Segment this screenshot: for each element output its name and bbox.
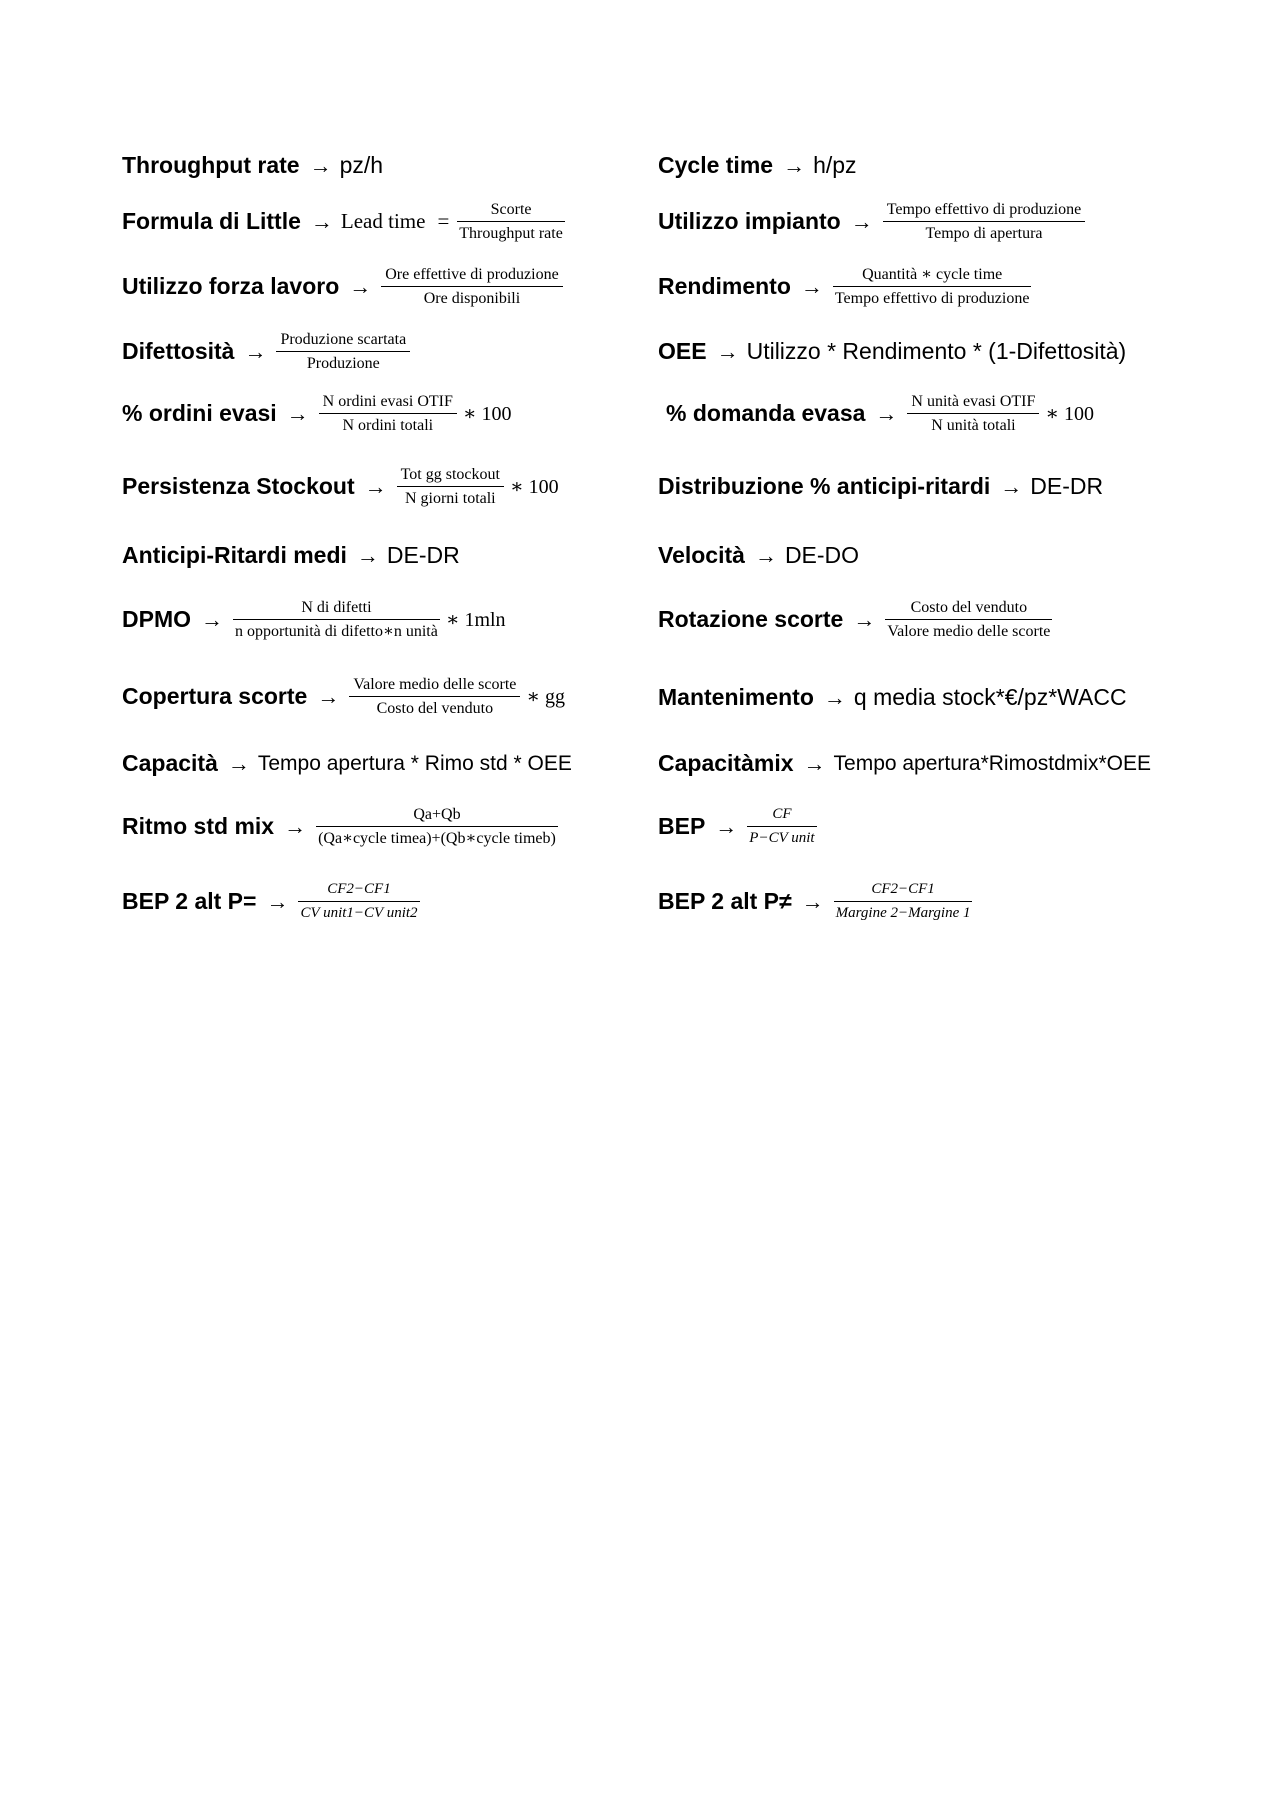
fraction [835, 265, 1030, 308]
formula-suffix: ∗ 100 [509, 476, 559, 498]
equals-sign: = [437, 209, 450, 233]
numerator: CF2−CF1 [834, 880, 973, 902]
formula-suffix: ∗ 1mln [445, 609, 506, 631]
numerator: Tot gg stockout [397, 465, 504, 487]
formula-utilizzo-forza-lavoro [122, 265, 565, 308]
formula-text: q media stock*€/pz*WACC [853, 684, 1127, 710]
formula-label: Cycle time [658, 152, 774, 178]
formula-text: pz/h [339, 152, 384, 178]
denominator: Margine 2−Margine 1 [835, 905, 971, 921]
fraction [235, 598, 438, 641]
formula-prefix: Lead time [340, 209, 426, 233]
arrow-icon: → [349, 273, 372, 299]
formula-label: Rotazione scorte [658, 606, 844, 632]
formula-throughput-rate [122, 152, 383, 179]
numerator: Scorte [457, 200, 565, 222]
denominator: n opportunità di difetto∗n unità [235, 623, 438, 640]
formula-text: DE-DO [784, 542, 860, 568]
arrow-icon: → [754, 542, 777, 568]
arrow-icon: → [201, 606, 223, 632]
fraction [318, 805, 556, 848]
formula-cycle-time [658, 152, 857, 179]
formula-text: h/pz [813, 152, 857, 178]
arrow-icon: → [875, 400, 898, 426]
fraction [278, 330, 408, 373]
numerator: N di difetti [233, 598, 440, 620]
arrow-icon: → [715, 813, 738, 839]
arrow-icon: → [364, 473, 387, 499]
arrow-icon: → [244, 338, 267, 364]
formula-rendimento [658, 265, 1033, 308]
numerator: Ore effettive di produzione [381, 265, 562, 287]
arrow-icon: → [823, 684, 846, 710]
denominator: N giorni totali [404, 490, 496, 507]
numerator: Tempo effettivo di produzione [883, 200, 1086, 222]
arrow-icon: → [286, 400, 309, 426]
arrow-icon: → [716, 338, 739, 364]
arrow-icon: → [227, 750, 250, 776]
fraction [887, 598, 1050, 641]
fraction [321, 392, 455, 435]
formula-oee [658, 338, 1126, 365]
denominator: N unità totali [931, 417, 1016, 434]
arrow-icon: → [356, 542, 379, 568]
formula-capacita [122, 750, 572, 777]
arrow-icon: → [284, 813, 307, 839]
numerator: Qa+Qb [316, 805, 558, 827]
denominator: Throughput rate [459, 225, 563, 242]
formula-label: DPMO [122, 606, 191, 632]
fraction [749, 805, 814, 848]
formula-suffix: ∗ 100 [462, 403, 512, 425]
formula-text: Tempo apertura * Rimo std * OEE [257, 751, 572, 775]
fraction [300, 880, 417, 923]
formula-label: OEE [658, 338, 707, 364]
denominator: CV unit1−CV unit2 [300, 905, 418, 921]
fraction [383, 265, 560, 308]
numerator: Quantità ∗ cycle time [833, 265, 1032, 287]
formula-ordini-evasi [122, 392, 515, 435]
formula-bep-2-alt-p-not-equal [658, 880, 974, 923]
formula-velocita [658, 542, 859, 569]
fraction [351, 675, 518, 718]
formula-label: Anticipi-Ritardi medi [122, 542, 347, 568]
formula-text: Utilizzo * Rendimento * (1-Difettosità) [746, 338, 1127, 364]
formula-label: Distribuzione % anticipi-ritardi [658, 473, 991, 499]
denominator: Costo del venduto [376, 700, 494, 717]
formula-bep [658, 805, 819, 848]
formula-text: DE-DR [1030, 473, 1104, 499]
numerator: Costo del venduto [885, 598, 1052, 620]
formula-label: % ordini evasi [122, 400, 277, 426]
denominator: Tempo di apertura [925, 225, 1043, 242]
arrow-icon: → [1000, 473, 1023, 499]
denominator: Produzione [306, 355, 380, 372]
formula-mantenimento [658, 684, 1127, 711]
arrow-icon: → [309, 152, 332, 178]
denominator: Tempo effettivo di produzione [834, 290, 1030, 307]
formula-label: Utilizzo forza lavoro [122, 273, 340, 299]
formula-utilizzo-impianto [658, 200, 1087, 243]
arrow-icon: → [800, 273, 823, 299]
formula-label: Capacitàmix [658, 750, 794, 776]
fraction [885, 200, 1084, 243]
fraction [459, 200, 563, 243]
formula-text: DE-DR [386, 542, 460, 568]
fraction [909, 392, 1037, 435]
formula-label: Throughput rate [122, 152, 300, 178]
formula-persistenza-stockout [122, 465, 563, 508]
numerator: CF [747, 805, 816, 827]
formula-suffix: ∗ 100 [1045, 403, 1094, 425]
formula-label: Mantenimento [658, 684, 814, 710]
denominator: (Qa∗cycle timea)+(Qb∗cycle timeb) [318, 830, 556, 847]
formula-difettosita [122, 330, 412, 373]
formula-label: Persistenza Stockout [122, 473, 355, 499]
formula-label: Rendimento [658, 273, 791, 299]
fraction [399, 465, 502, 508]
formula-label: Copertura scorte [122, 683, 308, 709]
formula-label: BEP 2 alt P≠ [658, 888, 792, 914]
formula-bep-2-alt-p-equal [122, 880, 422, 923]
formula-text: Tempo apertura*Rimostdmix*OEE [833, 751, 1151, 775]
formula-ritmo-std-mix [122, 805, 560, 848]
formula-label: Ritmo std mix [122, 813, 275, 839]
formula-label: Formula di Little [122, 208, 301, 234]
fraction [836, 880, 971, 923]
numerator: Valore medio delle scorte [349, 675, 520, 697]
formula-suffix: ∗ gg [526, 686, 565, 708]
formula-label: Capacità [122, 750, 218, 776]
formula-copertura-scorte [122, 675, 569, 718]
arrow-icon: → [310, 208, 333, 234]
arrow-icon: → [801, 888, 824, 914]
formula-label: Difettosità [122, 338, 235, 364]
formula-label: Velocità [658, 542, 745, 568]
numerator: N ordini evasi OTIF [319, 392, 457, 414]
formula-anticipi-ritardi-medi [122, 542, 460, 569]
numerator: N unità evasi OTIF [907, 392, 1039, 414]
denominator: Valore medio delle scorte [887, 623, 1051, 640]
formula-rotazione-scorte [658, 598, 1054, 641]
formula-domanda-evasa [666, 392, 1098, 435]
arrow-icon: → [850, 208, 873, 234]
formula-label: BEP 2 alt P= [122, 888, 257, 914]
numerator: CF2−CF1 [298, 880, 419, 902]
numerator: Produzione scartata [276, 330, 410, 352]
formula-dpmo [122, 598, 510, 641]
denominator: P−CV unit [749, 830, 815, 846]
arrow-icon: → [803, 750, 826, 776]
formula-label: % domanda evasa [666, 400, 866, 426]
arrow-icon: → [783, 152, 806, 178]
denominator: N ordini totali [342, 417, 434, 434]
formula-label: BEP [658, 813, 706, 839]
denominator: Ore disponibili [423, 290, 521, 307]
formula-distribuzione-anticipi-ritardi [658, 473, 1103, 500]
formula-label: Utilizzo impianto [658, 208, 841, 234]
arrow-icon: → [266, 888, 289, 914]
formula-little [122, 200, 567, 243]
formula-capacita-mix [658, 750, 1151, 777]
arrow-icon: → [853, 606, 876, 632]
arrow-icon: → [317, 683, 340, 709]
